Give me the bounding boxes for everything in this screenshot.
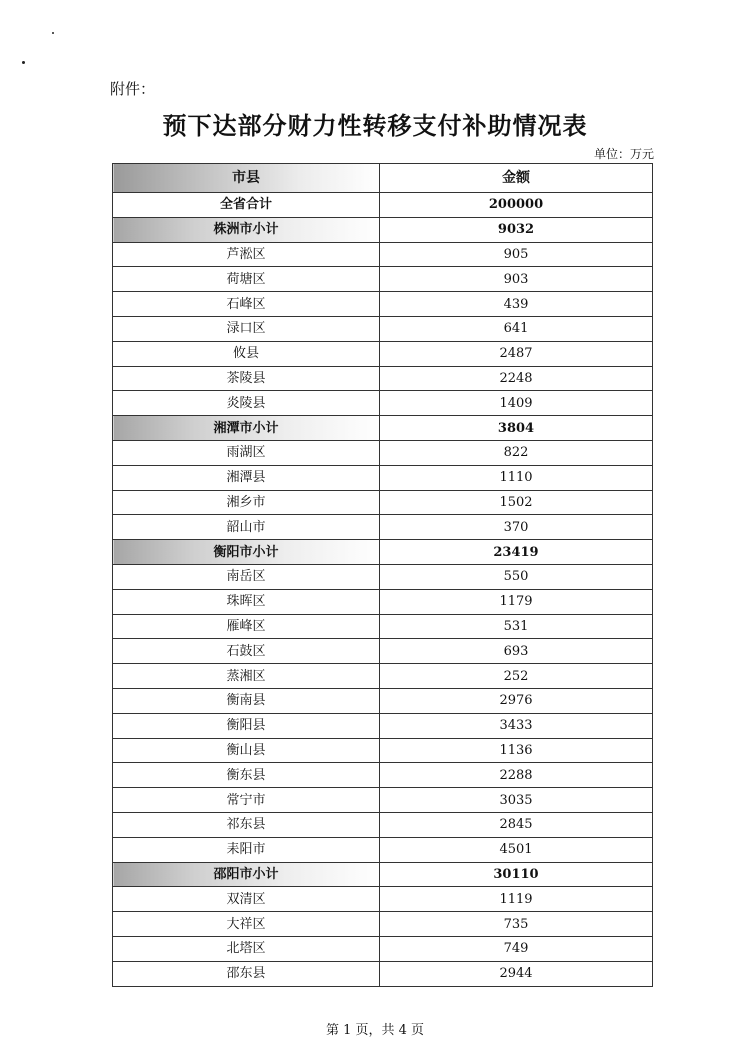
page-number: 第 1 页，共 4 页 [325, 1023, 425, 1038]
unit-label: 单位：万元 [593, 147, 654, 161]
region-name-cell: 北塔区 [113, 936, 380, 961]
amount-cell: 905 [380, 242, 653, 267]
table-row [113, 515, 653, 540]
scan-speck [52, 32, 54, 34]
amount-cell: 903 [380, 267, 653, 292]
amount-cell: 1136 [380, 738, 653, 763]
table-row [113, 788, 653, 813]
subtotal-row [113, 217, 653, 242]
table-row [113, 564, 653, 589]
region-name-cell: 攸县 [113, 341, 380, 366]
region-name-cell: 双清区 [113, 887, 380, 912]
region-name-cell: 衡阳市小计 [113, 540, 380, 565]
region-name-cell: 湘潭县 [113, 465, 380, 490]
region-name-cell: 韶山市 [113, 515, 380, 540]
amount-cell: 550 [380, 564, 653, 589]
table-header-row [113, 164, 653, 193]
region-name-cell: 祁东县 [113, 812, 380, 837]
amount-cell: 1502 [380, 490, 653, 515]
table-row [113, 837, 653, 862]
region-name-cell: 炎陵县 [113, 391, 380, 416]
region-name-cell: 全省合计 [113, 193, 380, 218]
page-title: 预下达部分财力性转移支付补助情况表 [162, 111, 588, 140]
amount-cell: 822 [380, 440, 653, 465]
region-name-cell: 珠晖区 [113, 589, 380, 614]
table-row [113, 490, 653, 515]
amount-cell: 1179 [380, 589, 653, 614]
amount-cell: 2288 [380, 763, 653, 788]
subsidy-table [112, 163, 653, 987]
region-name-cell: 蒸湘区 [113, 664, 380, 689]
subtotal-row [113, 862, 653, 887]
total-row [113, 193, 653, 218]
region-name-cell: 石峰区 [113, 292, 380, 317]
amount-cell: 200000 [380, 193, 653, 218]
region-name-cell: 邵阳市小计 [113, 862, 380, 887]
table-row [113, 242, 653, 267]
region-name-cell: 雁峰区 [113, 614, 380, 639]
region-name-cell: 常宁市 [113, 788, 380, 813]
amount-cell: 23419 [380, 540, 653, 565]
table-row [113, 391, 653, 416]
table-row [113, 366, 653, 391]
amount-cell: 2845 [380, 812, 653, 837]
region-name-cell: 衡南县 [113, 688, 380, 713]
amount-cell: 2944 [380, 961, 653, 986]
amount-cell: 30110 [380, 862, 653, 887]
subtotal-row [113, 540, 653, 565]
table-row [113, 316, 653, 341]
region-name-cell: 湘乡市 [113, 490, 380, 515]
amount-cell: 439 [380, 292, 653, 317]
table-row [113, 812, 653, 837]
region-name-cell: 雨湖区 [113, 440, 380, 465]
region-name-cell: 邵东县 [113, 961, 380, 986]
table-row [113, 713, 653, 738]
amount-cell: 2976 [380, 688, 653, 713]
table-row [113, 688, 653, 713]
table-row [113, 639, 653, 664]
amount-cell: 641 [380, 316, 653, 341]
table-row [113, 465, 653, 490]
amount-cell: 370 [380, 515, 653, 540]
region-name-cell: 南岳区 [113, 564, 380, 589]
amount-cell: 1119 [380, 887, 653, 912]
table-row [113, 267, 653, 292]
amount-cell: 531 [380, 614, 653, 639]
table-row [113, 738, 653, 763]
region-name-cell: 渌口区 [113, 316, 380, 341]
region-name-cell: 石鼓区 [113, 639, 380, 664]
amount-cell: 252 [380, 664, 653, 689]
amount-cell: 735 [380, 912, 653, 937]
amount-cell: 9032 [380, 217, 653, 242]
region-name-cell: 湘潭市小计 [113, 416, 380, 441]
amount-cell: 749 [380, 936, 653, 961]
scan-speck [22, 61, 25, 64]
region-name-cell: 衡山县 [113, 738, 380, 763]
table-row [113, 936, 653, 961]
table-row [113, 763, 653, 788]
region-name-cell: 衡东县 [113, 763, 380, 788]
amount-cell: 3035 [380, 788, 653, 813]
table-row [113, 341, 653, 366]
table-row [113, 961, 653, 986]
table-row [113, 614, 653, 639]
amount-cell: 1110 [380, 465, 653, 490]
table-row [113, 664, 653, 689]
region-name-cell: 株洲市小计 [113, 217, 380, 242]
amount-cell: 3804 [380, 416, 653, 441]
region-name-cell: 茶陵县 [113, 366, 380, 391]
region-name-cell: 耒阳市 [113, 837, 380, 862]
amount-cell: 3433 [380, 713, 653, 738]
table-row [113, 887, 653, 912]
amount-cell: 2487 [380, 341, 653, 366]
subtotal-row [113, 416, 653, 441]
column-header-region: 市县 [113, 164, 380, 193]
table-row [113, 589, 653, 614]
amount-cell: 2248 [380, 366, 653, 391]
table-row [113, 912, 653, 937]
region-name-cell: 芦淞区 [113, 242, 380, 267]
table-row [113, 440, 653, 465]
table-row [113, 292, 653, 317]
region-name-cell: 大祥区 [113, 912, 380, 937]
attachment-label: 附件： [110, 80, 156, 98]
column-header-amount: 金额 [380, 164, 653, 193]
amount-cell: 693 [380, 639, 653, 664]
amount-cell: 4501 [380, 837, 653, 862]
amount-cell: 1409 [380, 391, 653, 416]
region-name-cell: 衡阳县 [113, 713, 380, 738]
region-name-cell: 荷塘区 [113, 267, 380, 292]
